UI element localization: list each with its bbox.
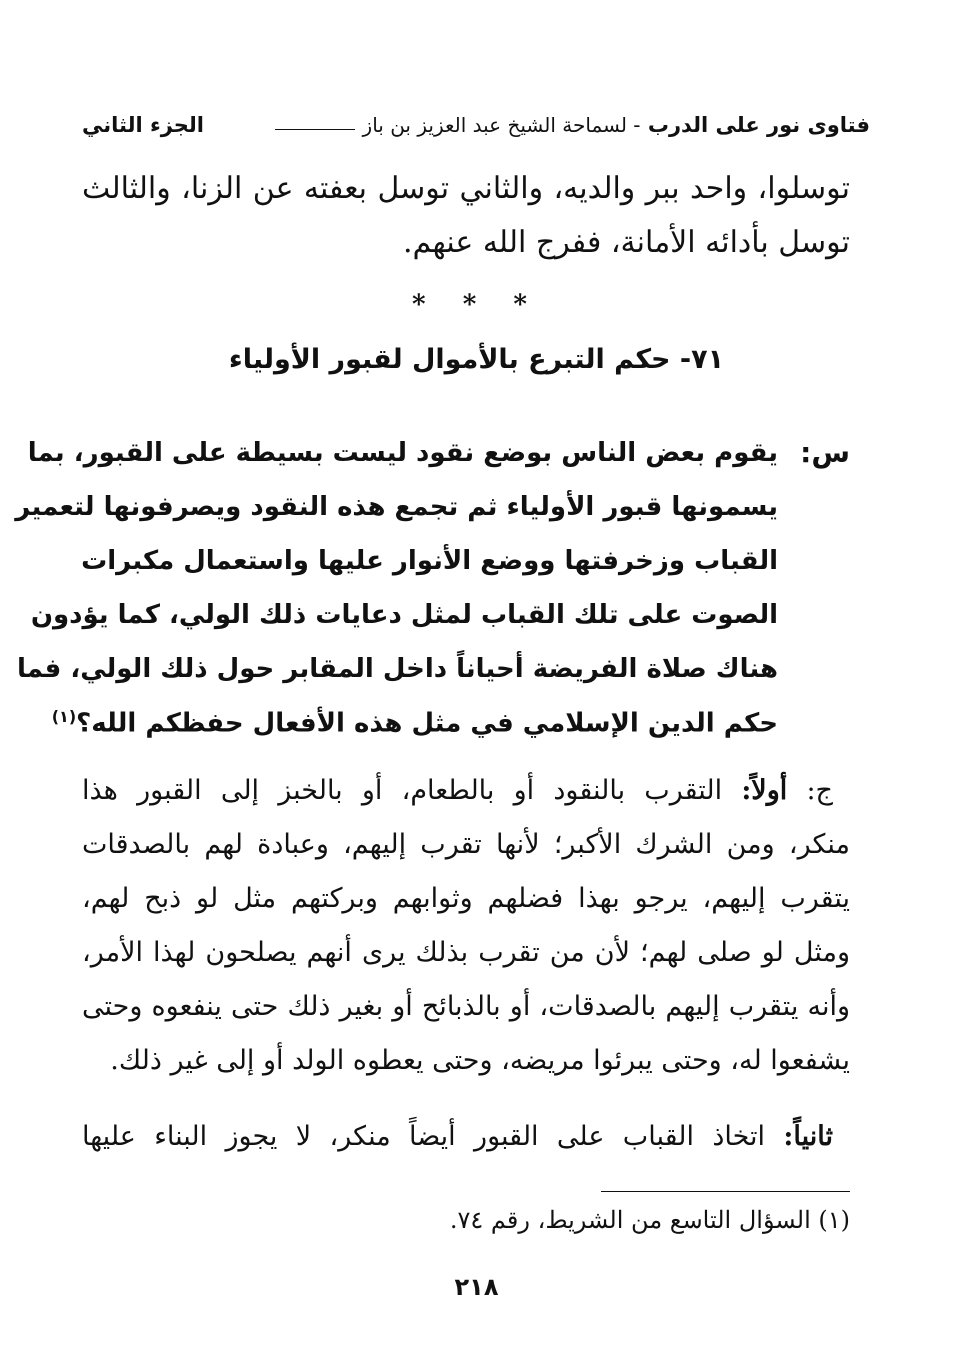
answer-first-line bbox=[82, 764, 833, 818]
point-one-label: أولاً: bbox=[741, 775, 788, 806]
footnote: (١) السؤال التاسع من الشريط، رقم ٧٤. bbox=[449, 1206, 850, 1234]
question-line: يقوم بعض الناس بوضع نقود ليست بسيطة على القبور، بما bbox=[27, 438, 778, 468]
section-title: ٧١- حكم التبرع بالأموال لقبور الأولياء bbox=[228, 344, 725, 375]
question-line: هناك صلاة الفريضة أحياناً داخل المقابر حول ذلك الولي، فما bbox=[17, 654, 778, 684]
question-line: يسمونها قبور الأولياء ثم تجمع هذه النقود ويصرفونها لتعمير bbox=[15, 492, 778, 522]
answer-line: اتخاذ القباب على القبور أيضاً منكر، لا يجوز البناء عليها bbox=[82, 1121, 766, 1152]
page-number: ٢١٨ bbox=[454, 1273, 499, 1301]
footnote-marker: (١) bbox=[51, 707, 77, 726]
intro-line: توسل بأدائه الأمانة، ففرج الله عنهم. bbox=[403, 225, 850, 260]
question-line: القباب وزخرفتها ووضع الأنوار عليها واستعمال مكبرات bbox=[81, 546, 778, 576]
answer-line: التقرب بالنقود أو بالطعام، أو بالخبز إلى القبور هذا bbox=[82, 775, 723, 806]
point-two-label: ثانياً: bbox=[783, 1121, 833, 1152]
intro-line: توسلوا، واحد ببر والديه، والثاني توسل بعفته عن الزنا، والثالث bbox=[82, 171, 850, 206]
header-rule bbox=[275, 129, 355, 130]
running-header bbox=[82, 103, 870, 147]
question-line: الصوت على تلك القباب لمثل دعايات ذلك الولي، كما يؤدون bbox=[30, 600, 778, 630]
answer-label: ج: bbox=[806, 775, 833, 806]
header-title-group bbox=[267, 113, 870, 137]
point-two-line bbox=[82, 1110, 833, 1164]
section-separator: * * * bbox=[412, 290, 541, 320]
answer-line: ومثل لو صلى لهم؛ لأن من تقرب بذلك يرى أنهم يصلحون لهذا الأمر، bbox=[82, 937, 850, 968]
volume-label: الجزء الثاني bbox=[82, 113, 205, 137]
answer-line: منكر، ومن الشرك الأكبر؛ لأنها تقرب إليهم، وعبادة لهم بالصدقات bbox=[82, 829, 850, 860]
footnote-rule bbox=[601, 1191, 850, 1192]
book-title: فتاوى نور على الدرب bbox=[647, 113, 870, 137]
answer-line: يشفعوا له، وحتى يبرئوا مريضه، وحتى يعطوه الولد أو إلى غير ذلك. bbox=[110, 1045, 850, 1076]
question-label: س: bbox=[800, 436, 850, 469]
question-line: حكم الدين الإسلامي في مثل هذه الأفعال حفظكم الله؟ bbox=[76, 708, 778, 739]
question-last-line bbox=[51, 690, 778, 751]
header-author: - لسماحة الشيخ عبد العزيز بن باز bbox=[362, 113, 641, 137]
answer-line: يتقرب إليهم، يرجو بهذا فضلهم وثوابهم وبركتهم مثل لو ذبح لهم، bbox=[82, 883, 850, 914]
answer-line: وأنه يتقرب إليهم بالصدقات، أو بالذبائح أو بغير ذلك حتى ينفعوه وحتى bbox=[82, 991, 850, 1022]
